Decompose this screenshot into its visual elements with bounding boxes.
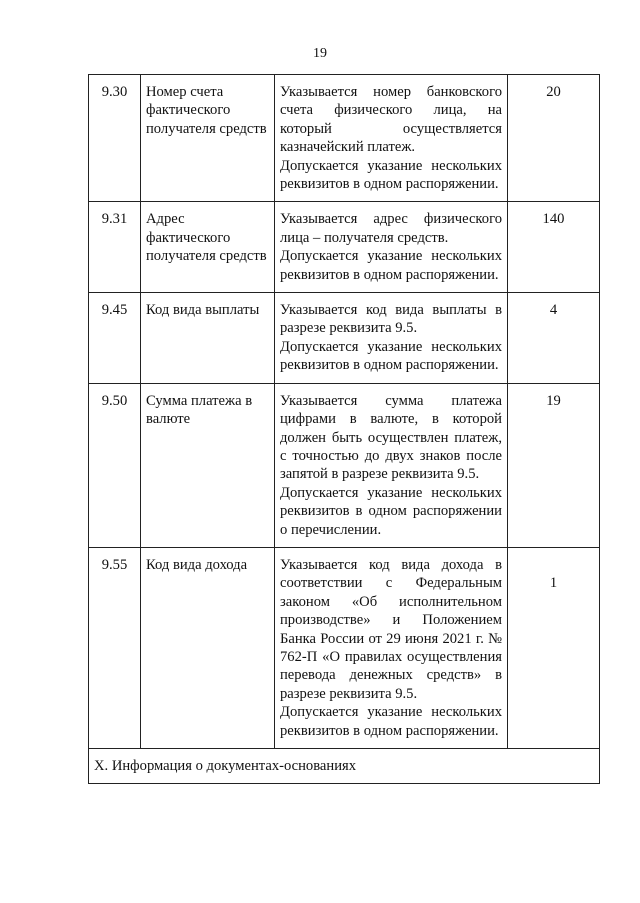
description-paragraph: Указывается код вида выплаты в разрезе реквизита 9.5. (280, 302, 502, 337)
description-paragraph: Указывается адрес физического лица – получателя средств. (280, 211, 502, 246)
requisite-number: 9.30 (89, 75, 141, 202)
description-paragraph: Допускается указание нескольких реквизитов в одном распоряжении о перечислении. (280, 484, 502, 538)
table-row (89, 75, 600, 202)
description-paragraph: Указывается сумма платежа цифрами в валюте, в которой должен быть осуществлен платеж, с точностью до двух знаков после запятой в разрезе реквизита 9.5. (280, 392, 502, 483)
requisite-description (275, 293, 508, 384)
description-paragraph: Допускается указание нескольких реквизитов в одном распоряжении. (280, 248, 502, 283)
requisite-name (141, 75, 275, 202)
table-row (89, 383, 600, 547)
requisite-name-line: Код вида дохода (146, 556, 248, 573)
requisite-length: 1 (508, 547, 600, 748)
requisite-name (141, 293, 275, 384)
description-paragraph: Допускается указание нескольких реквизитов в одном распоряжении. (280, 338, 502, 374)
description-paragraph: Указывается код вида дохода в соответствии с Федеральным законом «Об исполнительном производстве» и Положением Банка России от 29 июня 2021 г. № 762-П «О правилах осуществления перевода денежных средств» в разрезе реквизита 9.5. (280, 556, 502, 702)
requisite-name (141, 202, 275, 293)
requisite-length: 20 (508, 75, 600, 202)
requisite-number: 9.55 (89, 547, 141, 748)
requisite-description (275, 547, 508, 748)
requisite-description (275, 202, 508, 293)
section-row (89, 749, 600, 784)
description-paragraph: Допускается указание нескольких реквизитов в одном распоряжении. (280, 704, 502, 739)
requisite-name (141, 547, 275, 748)
section-heading: X. Информация о документах-основаниях (89, 749, 600, 784)
table-row (89, 293, 600, 384)
requisite-name-line: Сумма платежа в (146, 392, 253, 409)
table-row (89, 547, 600, 748)
requisite-name (141, 383, 275, 547)
requisite-length: 140 (508, 202, 600, 293)
table-row (89, 202, 600, 293)
requisite-length: 19 (508, 383, 600, 547)
requisite-number: 9.31 (89, 202, 141, 293)
requisite-name-line: фактического (146, 229, 231, 246)
requisite-name-line: Номер счета (146, 84, 224, 100)
requisite-description (275, 75, 508, 202)
requisite-name-line: Код вида выплаты (146, 302, 260, 319)
description-paragraph: Указывается номер банковского счета физического лица, на который осуществляется казначейский платеж. (280, 84, 502, 156)
requisite-name-line: фактического (146, 102, 231, 119)
requisite-name-line: получателя средств (146, 120, 267, 137)
requisite-description (275, 383, 508, 547)
requisite-name-line: валюте (146, 411, 191, 428)
description-paragraph: Допускается указание нескольких реквизитов в одном распоряжении. (280, 157, 502, 193)
requisite-name-line: получателя средств (146, 248, 267, 265)
requisite-length: 4 (508, 293, 600, 384)
requisites-table (88, 74, 600, 784)
requisite-number: 9.45 (89, 293, 141, 384)
page-number: 19 (313, 46, 327, 61)
requisite-number: 9.50 (89, 383, 141, 547)
requisite-name-line: Адрес (146, 211, 185, 228)
